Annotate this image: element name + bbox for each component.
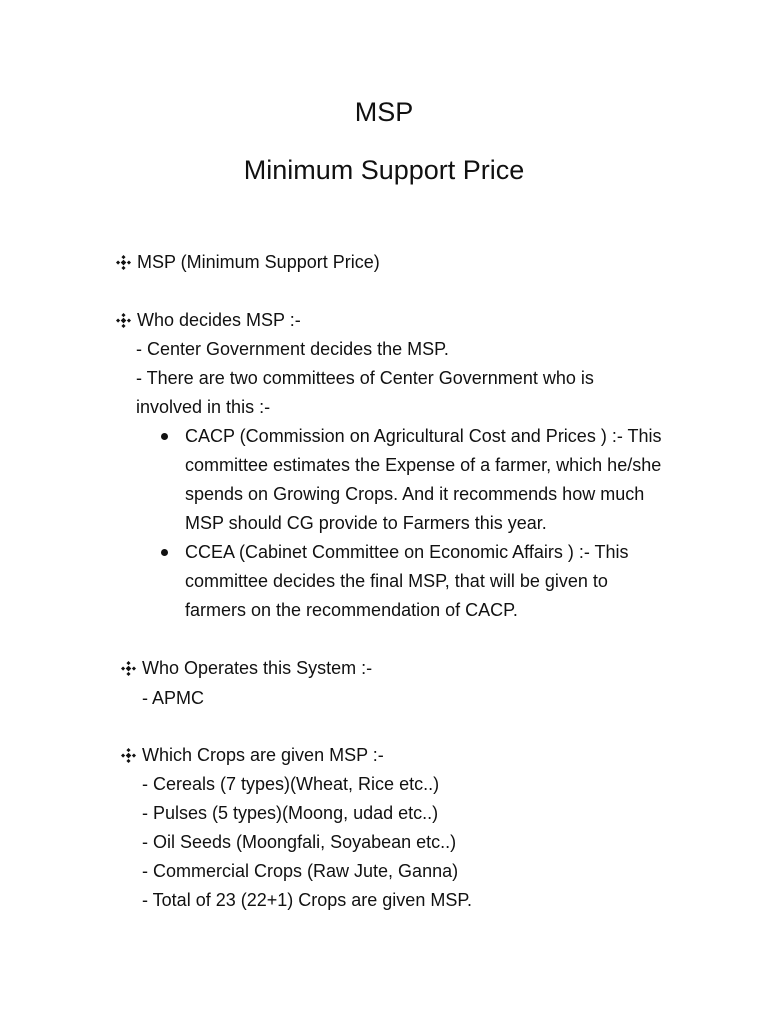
list-item-line: committee estimates the Expense of a farmer, which he/she [185, 455, 662, 475]
section-heading-who-decides [116, 308, 301, 332]
four-diamond-icon [121, 661, 136, 676]
section-heading-msp [116, 250, 380, 274]
list-item: - Total of 23 (22+1) Crops are given MSP. [142, 890, 473, 910]
section-heading-which-crops [121, 743, 384, 767]
list-bullet [161, 433, 168, 440]
text-line: involved in this :- [136, 397, 271, 417]
section-heading-text: Which Crops are given MSP :- [142, 745, 384, 765]
list-item-line: spends on Growing Crops. And it recommends how much [185, 484, 645, 504]
text-line: - There are two committees of Center Government who is [136, 368, 594, 388]
list-item: - Oil Seeds (Moongfali, Soyabean etc..) [142, 832, 457, 852]
page-subtitle: Minimum Support Price [243, 155, 525, 185]
section-heading-who-operates [121, 656, 372, 680]
list-item-line: farmers on the recommendation of CACP. [185, 600, 518, 620]
four-diamond-icon [121, 748, 136, 763]
section-heading-text: Who Operates this System :- [142, 658, 373, 678]
list-bullet [161, 549, 168, 556]
page-title: MSP [354, 97, 414, 127]
four-diamond-icon [116, 255, 131, 270]
text-line: - APMC [142, 688, 205, 708]
four-diamond-icon [116, 313, 131, 328]
list-item: - Commercial Crops (Raw Jute, Ganna) [142, 861, 459, 881]
list-item-line: CCEA (Cabinet Committee on Economic Affairs ) :- This [185, 542, 629, 562]
section-heading-text: Who decides MSP :- [137, 310, 301, 330]
list-item-line: CACP (Commission on Agricultural Cost and Prices ) :- This [185, 426, 662, 446]
list-item-line: committee decides the final MSP, that will be given to [185, 571, 608, 591]
list-item-line: MSP should CG provide to Farmers this year. [185, 513, 547, 533]
section-heading-text: MSP (Minimum Support Price) [137, 252, 380, 272]
list-item: - Cereals (7 types)(Wheat, Rice etc..) [142, 774, 440, 794]
text-line: - Center Government decides the MSP. [136, 339, 449, 359]
list-item: - Pulses (5 types)(Moong, udad etc..) [142, 803, 439, 823]
